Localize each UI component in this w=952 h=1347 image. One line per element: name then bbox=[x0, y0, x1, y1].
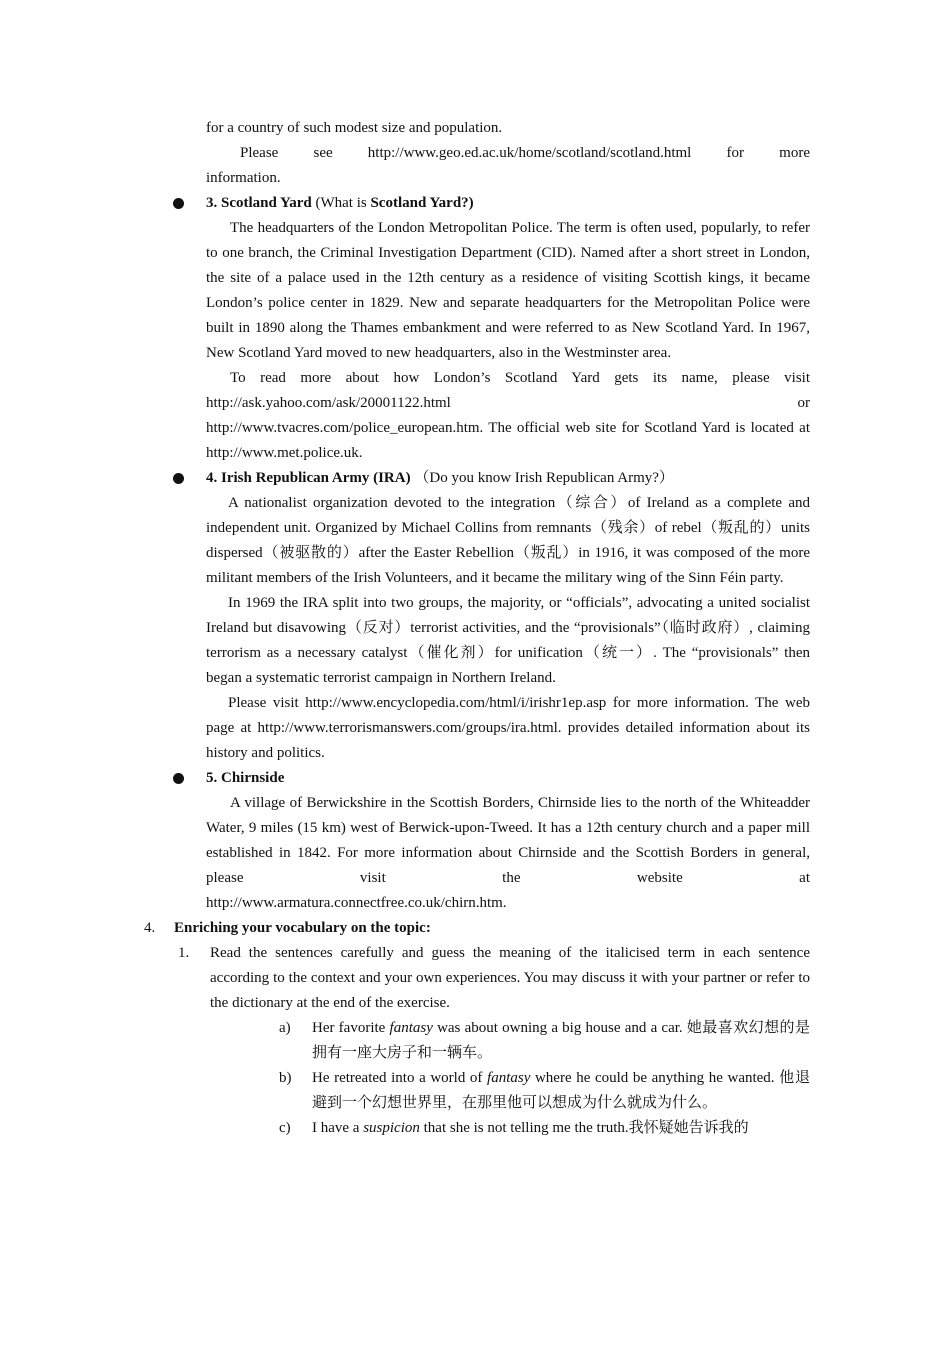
scotland-yard-link-line bbox=[206, 391, 810, 416]
example-c-label: c) bbox=[279, 1120, 291, 1136]
bullet-icon bbox=[173, 773, 184, 784]
example-a-post: was about owning a big house and a car. 她最喜欢幻想的是拥有一座大房子和一辆车。 bbox=[312, 1020, 810, 1061]
ira-title: 4. Irish Republican Army (IRA) bbox=[206, 470, 411, 486]
scotland-yard-title: 3. Scotland Yard bbox=[206, 195, 312, 211]
bullet-icon bbox=[173, 473, 184, 484]
scotland-yard-paragraph: The headquarters of the London Metropolitan Police. The term is often used, popularly, to refer to one branch, the Criminal Investigation Department (CID). Named after a short street in London, the site of a palace used in the 12th century as a residence of visiting Scottish kings, it became London’s police center in 1829. New and separate headquarters for the Metropolitan Police were built in 1890 along the Thames embankment and were referred to as New Scotland Yard. In 1967, New Scotland Yard moved to new headquarters, also in the Westminster area. bbox=[206, 220, 810, 361]
vocabulary-heading bbox=[144, 916, 810, 941]
vocabulary-heading-text: Enriching your vocabulary on the topic: bbox=[174, 920, 431, 936]
example-c-term: suspicion bbox=[363, 1120, 420, 1136]
ira-paragraph-1: A nationalist organization devoted to the integration（综合）of Ireland as a complete and independent unit. Organized by Michael Collins from remnants（残余）of rebel（叛乱的）units dispersed（被驱散的）after the Easter Rebellion（叛乱）in 1916, it was composed of the more militant members of the Irish Volunteers, and it became the military wing of the Sinn Féin party. bbox=[206, 495, 810, 586]
chirnside-paragraph: A village of Berwickshire in the Scottish Borders, Chirnside lies to the north of the Whiteadder Water, 9 miles (15 km) west of Berwick-upon-Tweed. It has a 12th century church and a paper mill established in 1842. For more information about Chirnside and the Scottish Borders in general, please visit the website at bbox=[206, 795, 810, 886]
intro-please-see: Please see http://www.geo.ed.ac.uk/home/scotland/scotland.html for more bbox=[240, 145, 810, 161]
example-a-pre: Her favorite bbox=[312, 1020, 390, 1036]
example-a bbox=[279, 1016, 810, 1066]
ira-paragraph-3: Please visit http://www.encyclopedia.com/html/i/irishr1ep.asp for more information. The web page at http://www.terrorismanswers.com/groups/ira.html. provides detailed information about its history and politics. bbox=[206, 695, 810, 761]
intro-information: information. bbox=[206, 170, 281, 186]
yahoo-link[interactable]: http://ask.yahoo.com/ask/20001122.html bbox=[206, 395, 451, 411]
example-b-label: b) bbox=[279, 1070, 292, 1086]
intro-line: for a country of such modest size and population. bbox=[206, 120, 503, 136]
example-b-post: where he could be anything he wanted. 他退避到一个幻想世界里，在那里他可以想成为什么就成为什么。 bbox=[312, 1070, 811, 1111]
chirnside-heading bbox=[206, 766, 810, 791]
example-a-term: fantasy bbox=[389, 1020, 433, 1036]
ira-paragraph-2: In 1969 the IRA split into two groups, the majority, or “officials”, advocating a united socialist Ireland but disavowing（反对）terrorist activities, and the “provisionals”（临时政府）, claiming terrorism as a necessary catalyst（催化剂）for unification（统一）. The “provisionals” then began a systematic terrorist campaign in Northern Ireland. bbox=[206, 595, 810, 686]
chirnside-title: 5. Chirnside bbox=[206, 770, 285, 786]
scotland-yard-read-more: To read more about how London’s Scotland Yard gets its name, please visit bbox=[230, 370, 810, 386]
instruction-number: 1. bbox=[178, 945, 190, 961]
ira-heading bbox=[206, 466, 810, 491]
bullet-icon bbox=[173, 198, 184, 209]
instruction-item bbox=[178, 941, 810, 1016]
document-page bbox=[0, 116, 952, 1141]
ira-question: （Do you know Irish Republican Army?） bbox=[414, 470, 674, 486]
scotland-yard-official-site: http://www.tvacres.com/police_european.htm. The official web site for Scotland Yard is located at http://www.met.police.uk. bbox=[206, 420, 810, 461]
example-c-pre: I have a bbox=[312, 1120, 364, 1136]
chirnside-url: http://www.armatura.connectfree.co.uk/chirn.htm. bbox=[206, 895, 507, 911]
example-c bbox=[279, 1116, 810, 1141]
scotland-yard-question-open: (What is bbox=[315, 195, 371, 211]
scotland-yard-question-bold: Scotland Yard?) bbox=[370, 195, 474, 211]
example-b-pre: He retreated into a world of bbox=[312, 1070, 488, 1086]
example-c-post: that she is not telling me the truth.我怀疑她告诉我的 bbox=[419, 1120, 749, 1136]
example-b-term: fantasy bbox=[487, 1070, 531, 1086]
example-b bbox=[279, 1066, 811, 1116]
scotland-yard-heading bbox=[206, 191, 810, 216]
instruction-text: Read the sentences carefully and guess the meaning of the italicised term in each sentence according to the context and your own experiences. You may discuss it with your partner or refer to the dictionary at the end of the exercise. bbox=[210, 945, 810, 1011]
example-a-label: a) bbox=[279, 1020, 291, 1036]
or-word: or bbox=[797, 395, 810, 411]
section-number: 4. bbox=[144, 920, 156, 936]
